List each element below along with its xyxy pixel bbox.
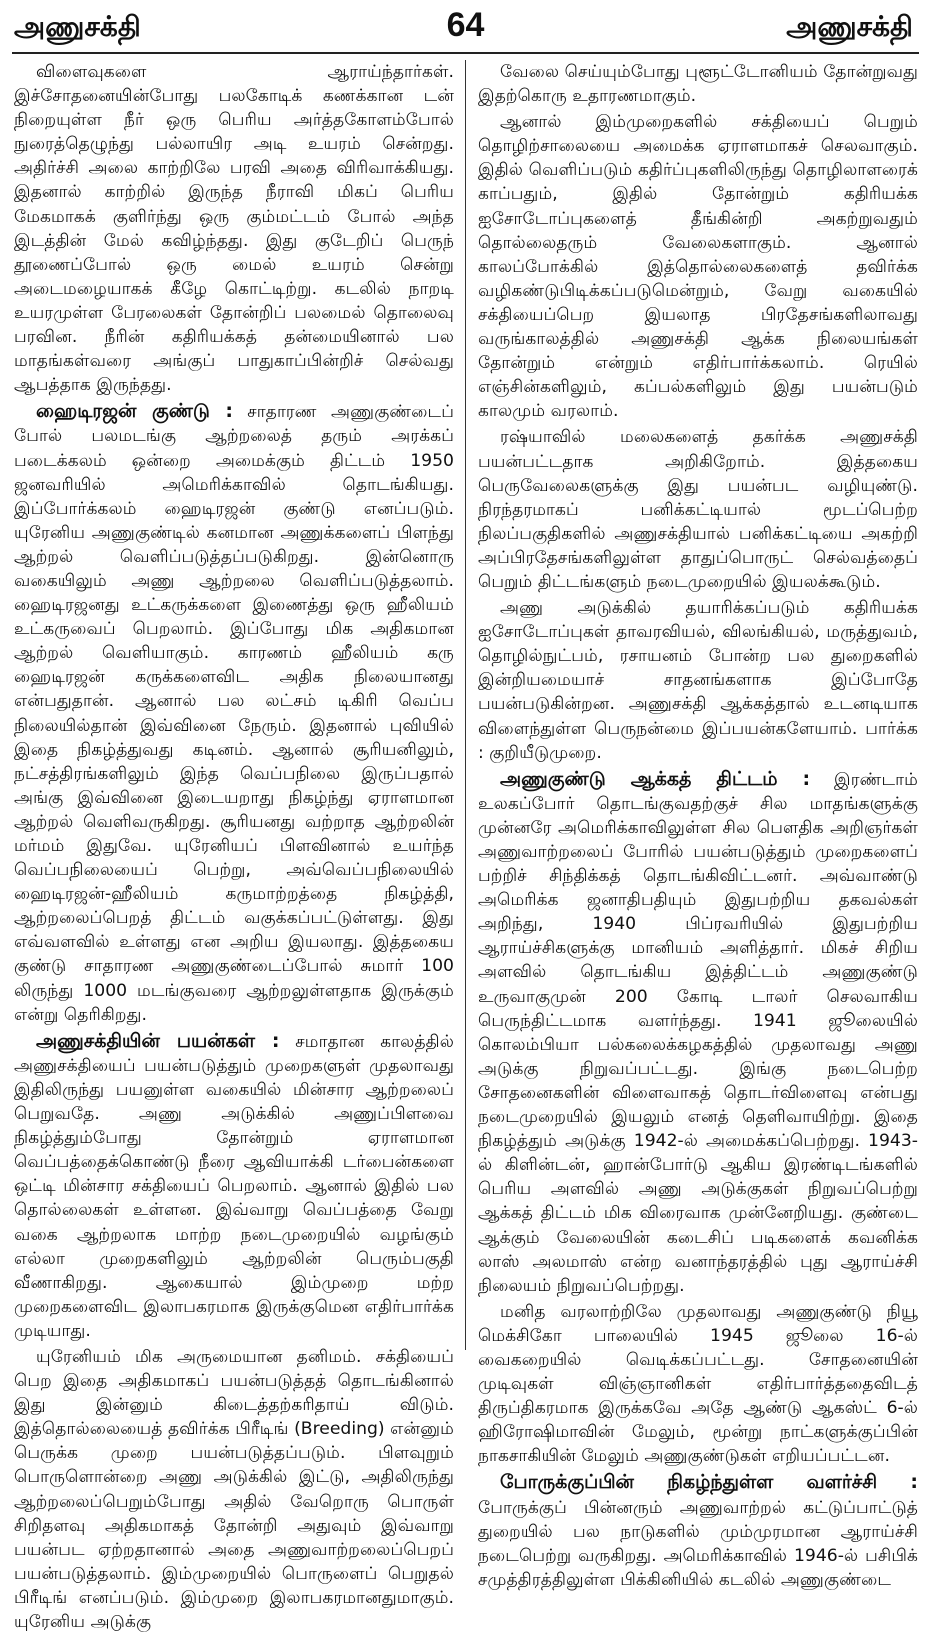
section-heading: அணுகுண்டு ஆக்கத் திட்டம் : xyxy=(500,767,811,790)
section-body: போருக்குப் பின்னரும் அணுவாற்றல் கட்டுப்பாட்டுத் துறையில் பல நாடுகளில் மும்முரமான ஆராய்ச்சி நடைபெற்று வருகிறது. அமெரிக்காவில் 1946-ல் பசிபிக் சமுத்திரத்திலுள்ள பிக்கினியில் கடலில் அணுகுண்டை xyxy=(478,1497,918,1590)
right-column xyxy=(478,60,918,1590)
section-uses-of-atomic-energy xyxy=(14,1029,454,1343)
section-postwar-developments xyxy=(478,1470,918,1591)
running-title-right: அணுசக்தி xyxy=(786,10,913,43)
page-header xyxy=(0,0,931,62)
section-hydrogen-bomb xyxy=(14,399,454,1026)
paragraph: அணு அடுக்கில் தயாரிக்கப்படும் கதிரியக்க ஐசோடோப்புகள் தாவரவியல், விலங்கியல், மருத்துவம், தொழில்நுட்பம், ரசாயனம் போன்ற பல துறைகளில் இன்றியமையாச் சாதனங்களாக இப்போதே பயன்படுகின்றன. அணுசக்தி ஆக்கத்தால் உடனடியாக விளைந்துள்ள பெருநன்மை இப்பயன்களேயாம். பார்க்க : குறியீடுமுறை. xyxy=(478,598,918,763)
paragraph: வேலை செய்யும்போது புளூட்டோனியம் தோன்றுவது இதற்கொரு உதாரணமாகும். xyxy=(478,62,918,107)
running-title-left: அணுசக்தி xyxy=(14,10,141,43)
page-number: 64 xyxy=(446,6,485,44)
left-column xyxy=(14,60,454,1632)
section-heading: போருக்குப்பின் நிகழ்ந்துள்ள வளர்ச்சி : xyxy=(500,1471,918,1494)
section-heading: அணுசக்தியின் பயன்கள் : xyxy=(36,1029,280,1052)
section-heading: ஹைடிரஜன் குண்டு : xyxy=(36,400,233,423)
column-divider xyxy=(465,60,466,1350)
section-body: சாதாரண அணுகுண்டைப் போல் பலமடங்கு ஆற்றலைத் தரும் அரக்கப் படைக்கலம் ஒன்றை அமைக்கும் திட்டம் 1950 ஜனவரியில் அமெரிக்காவில் தொடங்கியது. இப்போர்க்கலம் ஹைடிரஜன் குண்டு எனப்படும். யுரேனிய அணுகுண்டில் கனமான அணுக்களைப் பிளந்து ஆற்றல் வெளிப்படுத்தப்படுகிறது. இன்னொரு வகையிலும் அணு ஆற்றலை வெளிப்படுத்தலாம். ஹைடிரஜனது உட்கருக்களை இணைத்து ஒரு ஹீலியம் உட்கருவைப் பெறலாம். இப்போது மிக அதிகமான ஆற்றல் வெளியாகும். காரணம் ஹீலியம் கரு ஹைடிரஜன் கருக்களைவிட அதிக நிலையானது என்பதுதான். ஆனால் பல லட்சம் டிகிரி வெப்ப நிலையில்தான் இவ்வினை நேரும். இதனால் புவியில் இதை நிகழ்த்துவது கடினம். ஆனால் சூரியனிலும், நட்சத்திரங்களிலும் இந்த வெப்பநிலை இருப்பதால் அங்கு இவ்வினை இடையறாது நிகழ்ந்து ஏராளமான ஆற்றல் வெளிவருகிறது. சூரியனது வற்றாத ஆற்றலின் மர்மம் இதுவே. யுரேனியப் பிளவினால் உயர்ந்த வெப்பநிலையைப் பெற்று, அவ்வெப்பநிலையில் ஹைடிரஜன்-ஹீலியம் கருமாற்றத்தை நிகழ்த்தி, ஆற்றலைப்பெறத் திட்டம் வகுக்கப்பட்டுள்ளது. இது எவ்வளவில் உள்ளது என அறிய இயலாது. இத்தகைய குண்டு சாதாரண அணுகுண்டைப்போல் சுமார் 100 லிருந்து 1000 மடங்குவரை ஆற்றலுள்ளதாக இருக்கும் என்று தெரிகிறது. xyxy=(14,402,454,1025)
paragraph: விளைவுகளை ஆராய்ந்தார்கள். இச்சோதனையின்போது பலகோடிக் கணக்கான டன் நிறையுள்ள நீர் ஒரு பெரிய அர்த்தகோளம்போல் நுரைத்தெழுந்து பல்லாயிர அடி உயரம் சென்றது. அதிர்ச்சி அலை காற்றிலே பரவி அதை விரிவாக்கியது. இதனால் காற்றில் இருந்த நீராவி மிகப் பெரிய மேகமாகக் குளிர்ந்து ஒரு கும்மட்டம் போல் அந்த இடத்தின் மேல் கவிழ்ந்தது. இது குடேறிப் பெருந் தூணைப்போல் ஒரு மைல் உயரம் சென்று அடைமழையாகக் கீழே கொட்டிற்று. கடலில் நாறடி உயரமுள்ள பேரலைகள் தோன்றிப் பலமைல் தொலைவு பரவின. நீரின் கதிரியக்கத் தன்மையினால் பல மாதங்கள்வரை அங்குப் பாதுகாப்பின்றிச் செல்வது ஆபத்தாக இருந்தது. xyxy=(14,62,454,396)
paragraph: ஆனால் இம்முறைகளில் சக்தியைப் பெறும் தொழிற்சாலையை அமைக்க ஏராளமாகச் செலவாகும். இதில் வெளிப்படும் கதிர்ப்புகளிலிருந்து தொழிலாளரைக் காப்பதும், இதில் தோன்றும் கதிரியக்க ஐசோடோப்புகளைத் தீங்கின்றி அகற்றுவதும் தொல்லைதரும் வேலைகளாகும். ஆனால் காலப்போக்கில் இத்தொல்லைகளைத் தவிர்க்க வழிகண்டுபிடிக்கப்படுமென்றும், வேறு வகையில் சக்தியைப்பெற இயலாத பிரதேசங்களிலாவது வருங்காலத்தில் அணுசக்தி ஆக்க நிலையங்கள் தோன்றும் என்றும் எதிர்பார்க்கலாம். ரெயில் எஞ்சின்களிலும், கப்பல்களிலும் இது பயன்படும் காலமும் வரலாம். xyxy=(478,112,918,422)
section-body: சமாதான காலத்தில் அணுசக்தியைப் பயன்படுத்தும் முறைகளுள் முதலாவது இதிலிருந்து பயனுள்ள வகையில் மின்சார ஆற்றலைப் பெறுவதே. அணு அடுக்கில் அணுப்பிளவை நிகழ்த்தும்போது தோன்றும் ஏராளமான வெப்பத்தைக்கொண்டு நீரை ஆவியாக்கி டர்பைன்களை ஒட்டி மின்சார சக்தியைப் பெறலாம். ஆனால் இதில் பல தொல்லைகள் உள்ளன. இவ்வாறு வெப்பத்தை வேறு வகை ஆற்றலாக மாற்ற நடைமுறையில் வழங்கும் எல்லா முறைகளிலும் ஆற்றலின் பெரும்பகுதி வீணாகிறது. ஆகையால் இம்முறை மற்ற முறைகளைவிட இலாபகரமாக இருக்குமென எதிர்பார்க்க முடியாது. xyxy=(14,1031,454,1341)
section-bomb-project xyxy=(478,767,918,1298)
paragraph: மனித வரலாற்றிலே முதலாவது அணுகுண்டு நியூ மெக்சிகோ பாலையில் 1945 ஜூலை 16-ல் வைகறையில் வெடிக்கப்பட்டது. சோதனையின் முடிவுகள் விஞ்ஞானிகள் எதிர்பார்த்ததைவிடத் திருப்திகரமாக இருக்கவே அதே ஆண்டு ஆகஸ்ட் 6-ல் ஹிரோஷிமாவின் மேலும், மூன்று நாட்களுக்குப்பின் நாகசாகியின் மேலும் அணுகுண்டுகள் எறியப்பட்டன. xyxy=(478,1301,918,1467)
paragraph: ரஷ்யாவில் மலைகளைத் தகர்க்க அணுசக்தி பயன்பட்டதாக அறிகிறோம். இத்தகைய பெருவேலைகளுக்கு இது பயன்பட வழியுண்டு. நிரந்தரமாகப் பனிக்கட்டியால் மூடப்பெற்ற நிலப்பகுதிகளில் அணுசக்தியால் பனிக்கட்டியை அகற்றி அப்பிரதேசங்களிலுள்ள தாதுப்பொருட் செல்வத்தைப் பெறும் திட்டங்களும் நடைமுறையில் இயலக்கூடும். xyxy=(478,427,918,592)
header-rule xyxy=(12,52,919,54)
paragraph: யுரேனியம் மிக அருமையான தனிமம். சக்தியைப் பெற இதை அதிகமாகப் பயன்படுத்தத் தொடங்கினால் இது இன்னும் கிடைத்தற்கரிதாய் விடும். இத்தொல்லையைத் தவிர்க்க பிரீடிங் (Breeding) என்னும் பெருக்க முறை பயன்படுத்தப்படும். பிளவுறும் பொருளொன்றை அணு அடுக்கில் இட்டு, அதிலிருந்து ஆற்றலைப்பெறும்போது அதில் வேறொரு பொருள் சிறிதளவு அதிகமாகத் தோன்றி அதுவும் இவ்வாறு பயன்பட ஏற்றதானால் அதை அணுவாற்றலைப்பெறப் பயன்படுத்தலாம். இம்முறையில் பொருளைப் பெறுதல் பிரீடிங் எனப்படும். இம்முறை இலாபகரமானதுமாகும். யுரேனிய அடுக்கு xyxy=(14,1346,454,1632)
section-body: இரண்டாம் உலகப்போர் தொடங்குவதற்குச் சில மாதங்களுக்கு முன்னரே அமெரிக்காவிலுள்ள சில பௌதிக அறிஞர்கள் அணுவாற்றலைப் போரில் பயன்படுத்தும் முறைகளைப் பற்றிச் சிந்திக்கத் தொடங்கிவிட்டனர். அவ்வாண்டு அமெரிக்க ஜனாதிபதியும் இதுபற்றிய தகவல்கள் அறிந்து, 1940 பிப்ரவரியில் இதுபற்றிய ஆராய்ச்சிகளுக்கு மானியம் அளித்தார். மிகச் சிறிய அளவில் தொடங்கிய இத்திட்டம் அணுகுண்டு உருவாகுமுன் 200 கோடி டாலர் செலவாகிய பெருந்திட்டமாக வளர்ந்தது. 1941 ஜூலையில் கொலம்பியா பல்கலைக்கழகத்தில் முதலாவது அணு அடுக்கு நிறுவப்பட்டது. இங்கு நடைபெற்ற சோதனைகளின் விளைவாகத் தொடர்விளைவு என்பது நடைமுறையில் இயலும் எனத் தெளிவாயிற்று. இதை நிகழ்த்தும் அடுக்கு 1942-ல் அமைக்கப்பெற்றது. 1943-ல் கிளின்டன், ஹான்போர்டு ஆகிய இரண்டிடங்களில் பெரிய அளவில் அணு அடுக்குகள் நிறுவப்பெற்று ஆக்கத் திட்டம் மிக விரைவாக முன்னேறியது. குண்டை ஆக்கும் வேலையின் கடைசிப் படிகளைக் கவனிக்க லாஸ் அலமாஸ் என்ற வனாந்தரத்தில் புது ஆராய்ச்சி நிலையம் நிறுவப்பெற்றது. xyxy=(478,769,918,1296)
